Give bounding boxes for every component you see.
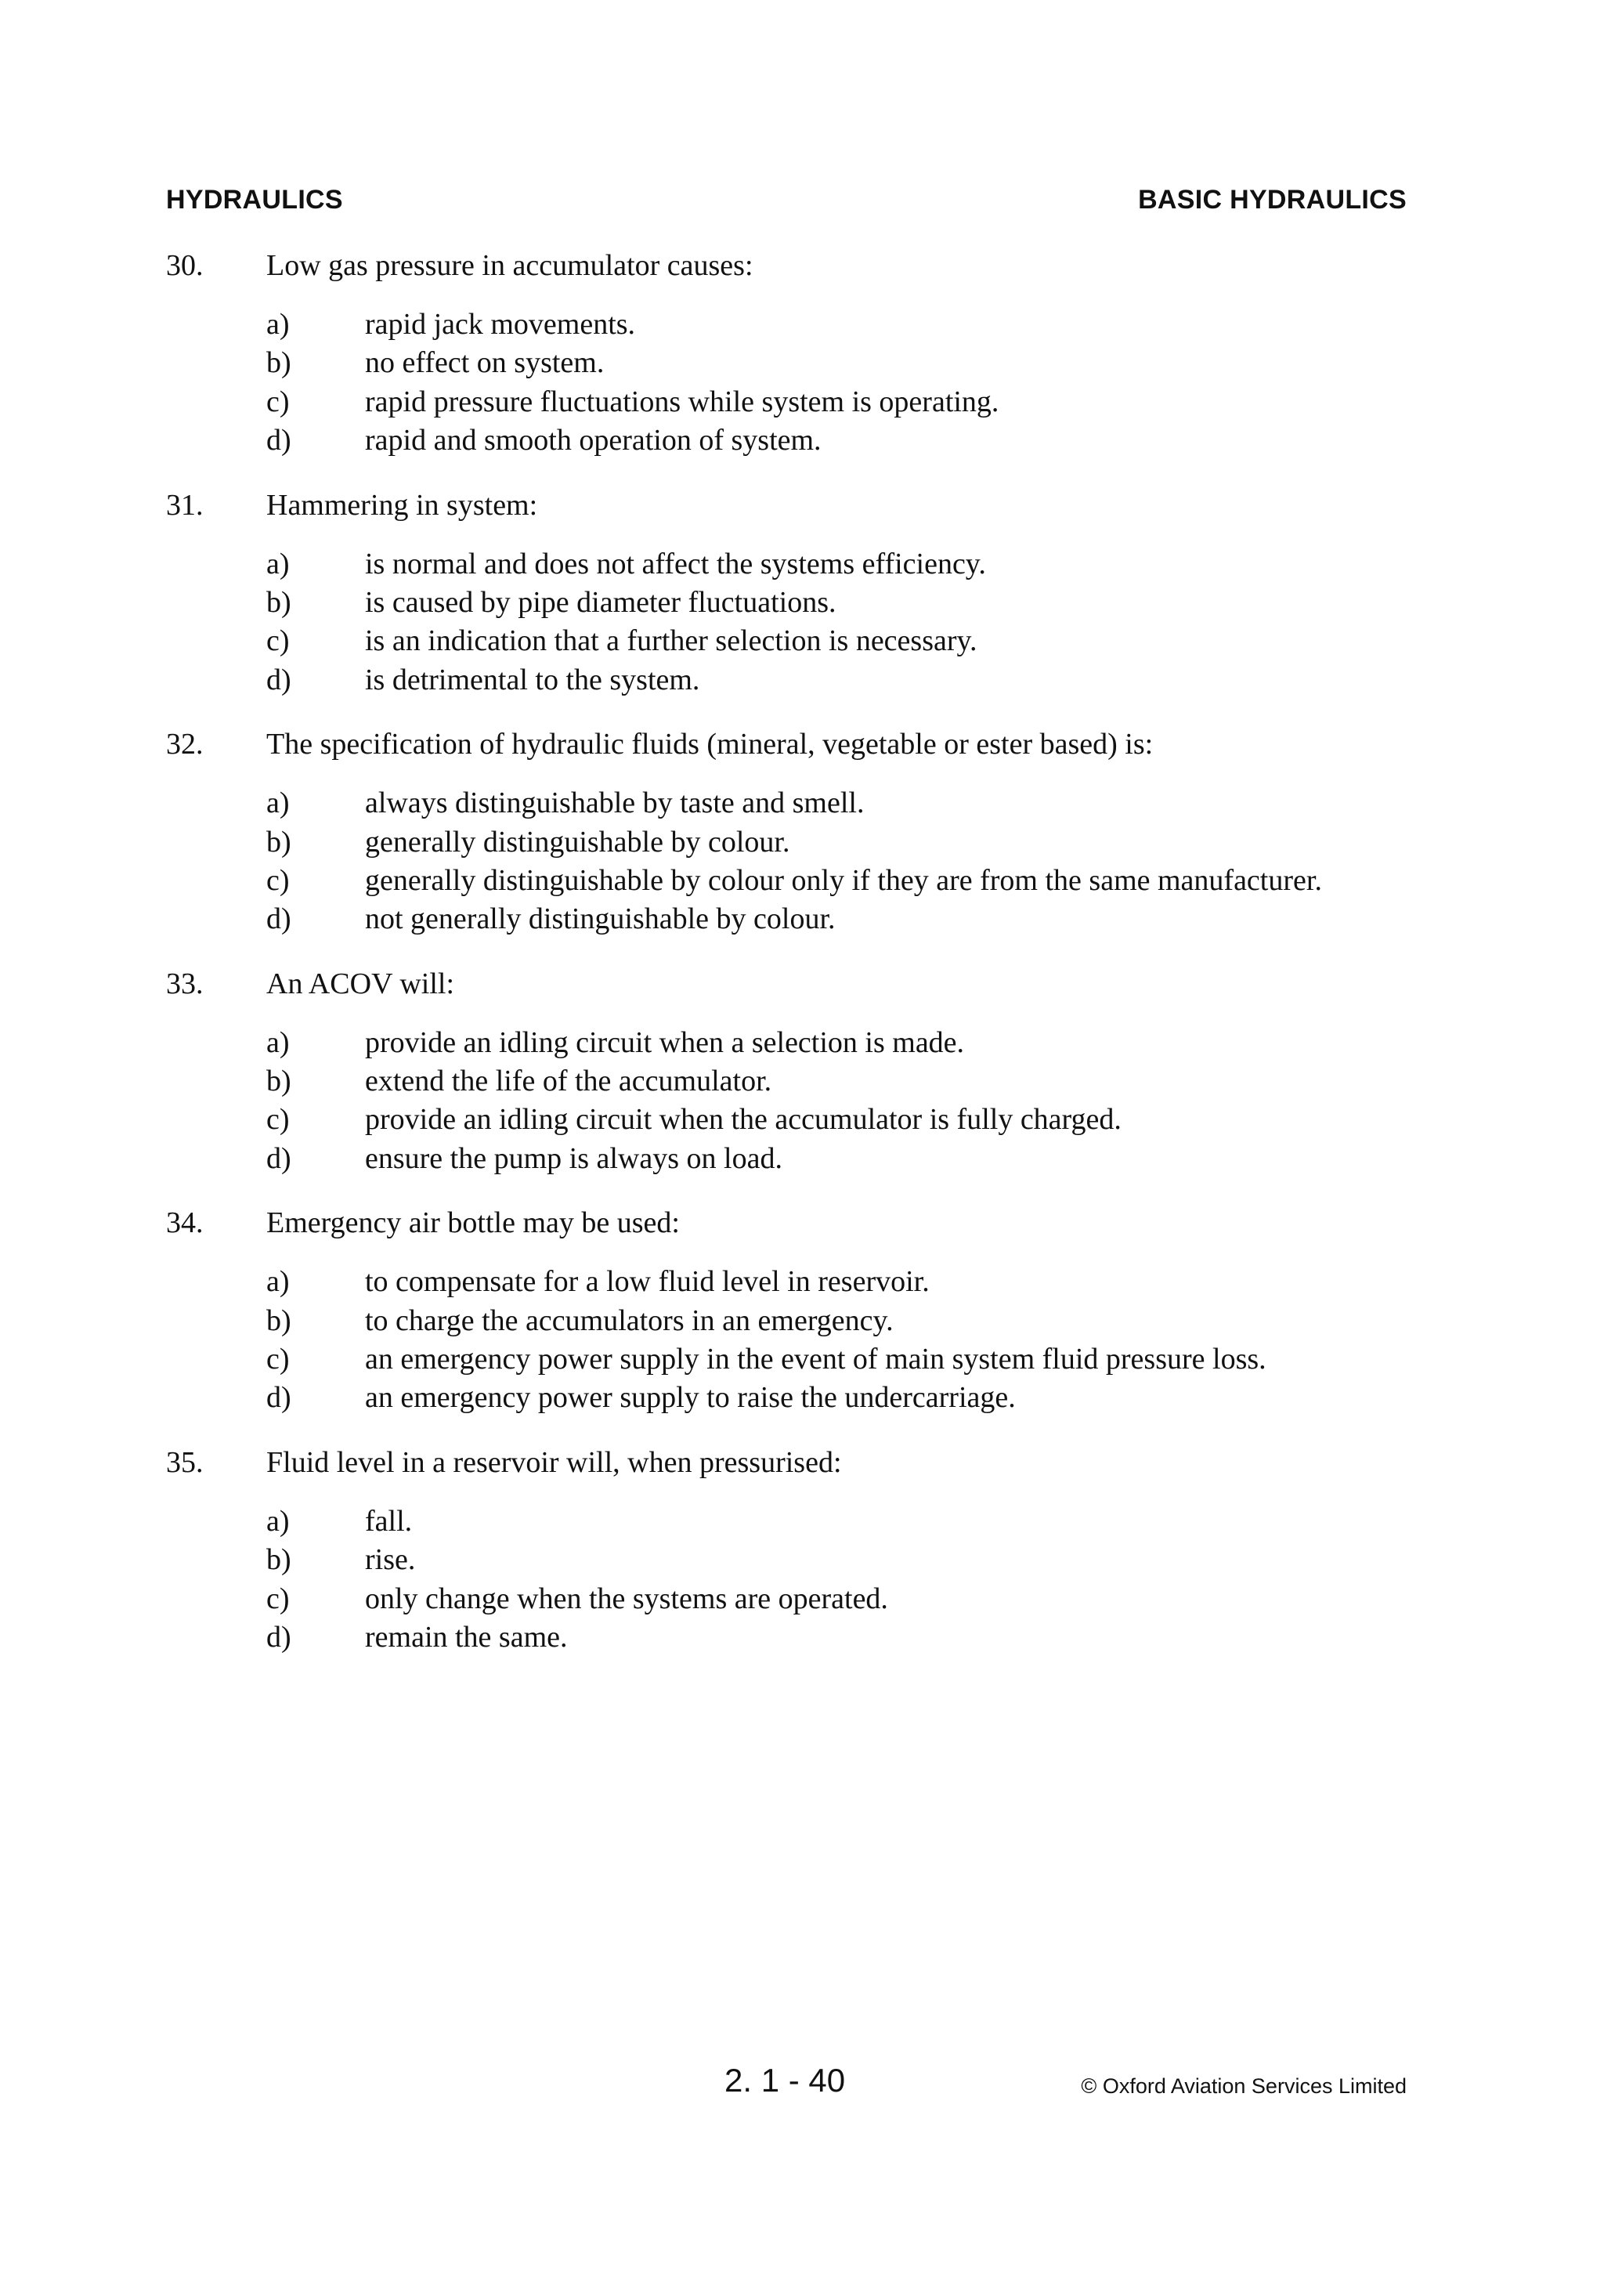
answer-options: [166, 545, 1419, 700]
option-text: an emergency power supply in the event of main system fluid pressure loss.: [365, 1343, 1266, 1376]
option-text: rapid pressure fluctuations while system is operating.: [365, 385, 999, 418]
option-text: is normal and does not affect the systems efficiency.: [365, 547, 986, 580]
answer-option: [166, 784, 1419, 823]
option-letter: d): [266, 1141, 291, 1175]
answer-option: [166, 1101, 1419, 1139]
option-text: provide an idling circuit when a selection is made.: [365, 1025, 965, 1059]
answer-option: [166, 1580, 1419, 1618]
option-text: to compensate for a low fluid level in reservoir.: [365, 1265, 930, 1299]
option-letter: a): [266, 1265, 290, 1299]
option-letter: d): [266, 424, 291, 457]
answer-options: [166, 306, 1419, 461]
option-text: ensure the pump is always on load.: [365, 1141, 782, 1175]
question-list: [166, 246, 1419, 1682]
option-letter: b): [266, 825, 291, 859]
option-text: to charge the accumulators in an emergency.: [365, 1303, 894, 1337]
question-31: [166, 486, 1419, 700]
option-letter: c): [266, 624, 290, 658]
answer-option: [166, 1502, 1419, 1541]
question-number: 35.: [166, 1445, 204, 1479]
option-text: generally distinguishable by colour.: [365, 825, 790, 859]
answer-option: [166, 584, 1419, 622]
answer-option: [166, 1024, 1419, 1062]
option-text: generally distinguishable by colour only if they are from the same manufacturer.: [365, 863, 1322, 897]
question-text: Hammering in system:: [266, 488, 538, 522]
answer-option: [166, 421, 1419, 460]
option-letter: b): [266, 1303, 291, 1337]
question-number: 33.: [166, 967, 204, 1000]
option-text: fall.: [365, 1504, 413, 1538]
option-letter: a): [266, 1025, 290, 1059]
question-text: An ACOV will:: [266, 967, 455, 1000]
question-number: 31.: [166, 488, 204, 522]
option-letter: d): [266, 902, 291, 936]
question-34: [166, 1203, 1419, 1418]
option-letter: d): [266, 1381, 291, 1415]
option-letter: c): [266, 863, 290, 897]
option-letter: c): [266, 1582, 290, 1615]
option-text: rapid and smooth operation of system.: [365, 424, 822, 457]
option-letter: d): [266, 1620, 291, 1654]
option-letter: a): [266, 547, 290, 580]
answer-option: [166, 545, 1419, 584]
option-letter: b): [266, 1065, 291, 1098]
option-text: rise.: [365, 1543, 416, 1577]
question-30: [166, 246, 1419, 461]
question-text: Fluid level in a reservoir will, when pressurised:: [266, 1445, 842, 1479]
answer-options: [166, 784, 1419, 939]
question-number: 34.: [166, 1206, 204, 1240]
question-number: 32.: [166, 728, 204, 761]
option-text: no effect on system.: [365, 346, 605, 380]
option-text: an emergency power supply to raise the undercarriage.: [365, 1381, 1016, 1415]
option-text: not generally distinguishable by colour.: [365, 902, 836, 936]
option-text: is caused by pipe diameter fluctuations.: [365, 585, 836, 619]
option-letter: b): [266, 1543, 291, 1577]
option-text: is an indication that a further selection is necessary.: [365, 624, 977, 658]
option-letter: d): [266, 663, 291, 696]
answer-options: [166, 1024, 1419, 1179]
question-32: [166, 725, 1419, 939]
answer-option: [166, 622, 1419, 660]
question-text: Emergency air bottle may be used:: [266, 1206, 680, 1240]
answer-option: [166, 306, 1419, 344]
option-text: provide an idling circuit when the accumulator is fully charged.: [365, 1103, 1122, 1137]
option-letter: c): [266, 1343, 290, 1376]
answer-option: [166, 1618, 1419, 1657]
answer-option: [166, 1140, 1419, 1178]
answer-option: [166, 1302, 1419, 1340]
option-letter: c): [266, 385, 290, 418]
answer-option: [166, 823, 1419, 862]
question-text: The specification of hydraulic fluids (mineral, vegetable or ester based) is:: [266, 728, 1154, 761]
answer-option: [166, 1541, 1419, 1579]
question-35: [166, 1443, 1419, 1658]
option-text: is detrimental to the system.: [365, 663, 700, 696]
question-33: [166, 964, 1419, 1179]
copyright-notice: © Oxford Aviation Services Limited: [1081, 2074, 1407, 2098]
answer-option: [166, 1379, 1419, 1417]
answer-option: [166, 862, 1419, 900]
option-letter: a): [266, 1504, 290, 1538]
option-letter: a): [266, 308, 290, 341]
header-subject: HYDRAULICS: [166, 185, 343, 215]
answer-option: [166, 344, 1419, 382]
option-text: always distinguishable by taste and smell.: [365, 786, 865, 820]
option-text: remain the same.: [365, 1620, 568, 1654]
answer-options: [166, 1263, 1419, 1418]
question-text: Low gas pressure in accumulator causes:: [266, 249, 753, 282]
answer-option: [166, 1062, 1419, 1101]
answer-option: [166, 1340, 1419, 1379]
question-number: 30.: [166, 249, 204, 282]
answer-options: [166, 1502, 1419, 1658]
answer-option: [166, 900, 1419, 938]
option-letter: b): [266, 585, 291, 619]
option-text: rapid jack movements.: [365, 308, 636, 341]
header-chapter: BASIC HYDRAULICS: [1138, 185, 1407, 215]
answer-option: [166, 661, 1419, 700]
option-letter: a): [266, 786, 290, 820]
option-letter: c): [266, 1103, 290, 1137]
page-number: 2. 1 - 40: [724, 2062, 846, 2099]
answer-option: [166, 383, 1419, 421]
answer-option: [166, 1263, 1419, 1301]
option-text: only change when the systems are operated.: [365, 1582, 888, 1615]
option-letter: b): [266, 346, 291, 380]
option-text: extend the life of the accumulator.: [365, 1065, 772, 1098]
